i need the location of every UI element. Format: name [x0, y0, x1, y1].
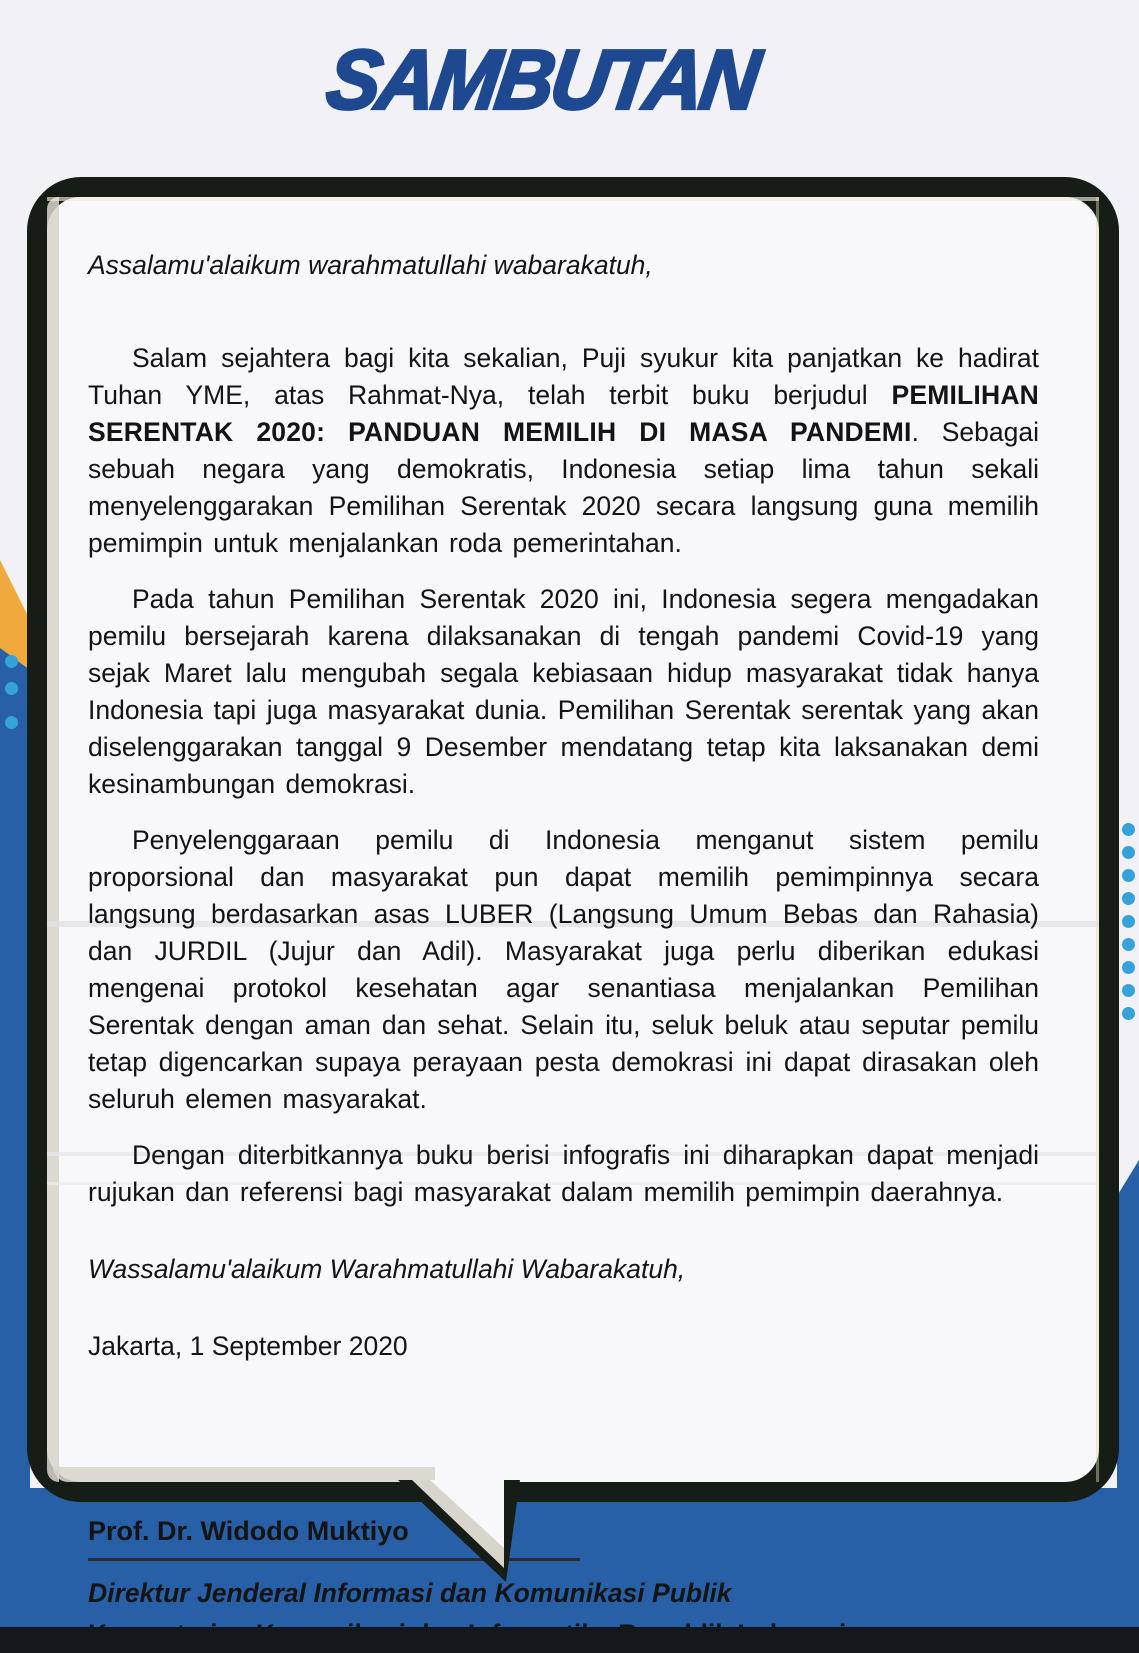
dot-accent-icon: [1122, 938, 1135, 951]
speech-bubble: [27, 177, 1119, 1608]
letter-body: [88, 247, 1039, 1653]
letter-closing: Wassalamu'alaikum Warahmatullahi Wabarakatuh,: [88, 1254, 686, 1284]
letter-dateline: Jakarta, 1 September 2020: [88, 1331, 408, 1361]
left-blue-band: [0, 642, 30, 1653]
bubble-inner-shadow-left: [47, 197, 59, 1482]
dot-accent-icon: [1122, 1007, 1135, 1020]
dot-accent-icon: [1122, 869, 1135, 882]
right-blue-band: [1117, 1160, 1139, 1653]
dot-accent-icon: [1122, 961, 1135, 974]
bubble-inner-line-top: [47, 197, 1099, 201]
speech-bubble-tail: [398, 1480, 524, 1586]
paragraph-1-text-after: . Sebagai sebuah negara yang demokratis, Indonesia setiap lima tahun sekali menyelenggarakan Pemilihan Serentak 2020 secara langsung guna memilih pemimpin untuk menjalankan roda pemerintahan.: [88, 417, 1039, 558]
letter-paragraph-2: Pada tahun Pemilihan Serentak 2020 ini, Indonesia segera mengadakan pemilu bersejarah karena dilaksanakan di tengah pandemi Covid-19 yang sejak Maret lalu mengubah segala kebiasaan hidup masyarakat tidak hanya Indonesia tapi juga masyarakat dunia. Pemilihan Serentak serentak yang akan diselenggarakan tanggal 9 Desember mendatang tetap kita laksanakan demi kesinambungan demokrasi.: [88, 584, 1039, 799]
signatory-name: Prof. Dr. Widodo Muktiyo: [88, 1516, 409, 1546]
dot-accent-icon: [1122, 823, 1135, 836]
dot-accent-icon: [1122, 915, 1135, 928]
letter-paragraph-3: Penyelenggaraan pemilu di Indonesia menganut sistem pemilu proporsional dan masyarakat pun dapat memilih pemimpinnya secara langsung berdasarkan asas LUBER (Langsung Umum Bebas dan Rahasia) dan JURDIL (Jujur dan Adil). Masyarakat juga perlu diberikan edukasi mengenai protokol kesehatan agar senantiasa menjalankan Pemilihan Serentak dengan aman dan sehat. Selain itu, seluk beluk atau seputar pemilu tetap digencarkan supaya perayaan pesta demokrasi ini dapat dirasakan oleh seluruh elemen masyarakat.: [88, 825, 1039, 1114]
dot-accent-icon: [1122, 846, 1135, 859]
page-title: SAMBUTAN: [321, 32, 763, 127]
paragraph-1-text: Salam sejahtera bagi kita sekalian, Puji syukur kita panjatkan ke hadirat Tuhan YME, atas Rahmat-Nya, telah terbit buku berjudul: [88, 343, 1039, 410]
letter-paragraph-1: [88, 340, 1039, 562]
page-title-wrap: [0, 34, 1139, 126]
footer-black-bar: [0, 1627, 1139, 1653]
book-title-bold: PEMILIHAN SERENTAK 2020: PANDUAN MEMILIH DI MASA PANDEMI: [88, 380, 1039, 447]
dot-accent-icon: [1122, 984, 1135, 997]
signatory-title: Direktur Jenderal Informasi dan Komunikasi Publik: [88, 1578, 732, 1608]
dot-accent-icon: [5, 682, 18, 695]
dot-accent-icon: [1122, 892, 1135, 905]
dot-accent-icon: [5, 655, 18, 668]
dot-accent-icon: [5, 716, 18, 729]
bubble-inner-line-right: [1096, 197, 1099, 1482]
letter-paragraph-4: Dengan diterbitkannya buku berisi infografis ini diharapkan dapat menjadi rujukan dan referensi bagi masyarakat dalam memilih pemimpin daerahnya.: [88, 1140, 1039, 1207]
letter-salutation: Assalamu'alaikum warahmatullahi wabarakatuh,: [88, 250, 653, 280]
